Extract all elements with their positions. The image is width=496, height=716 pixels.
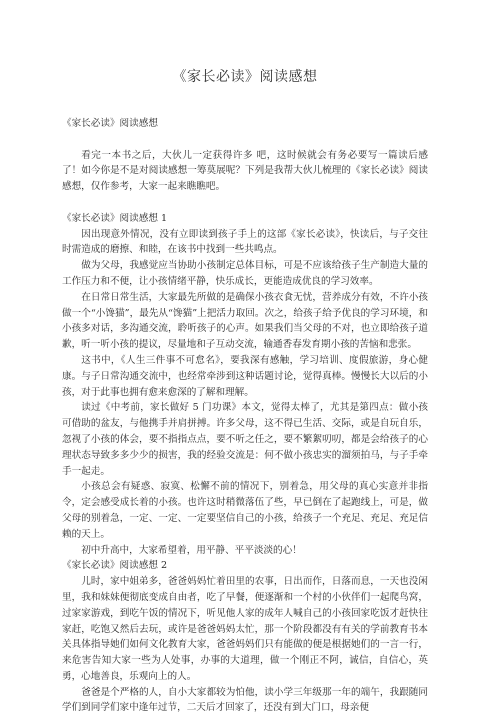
section-1-paragraph: 小孩总会有疑惑、寂寞、松懈不前的情况下，别着急，用父母的真心实意并非指令，定会感受成长着的小孩。也许这时稍微落伍了些，早已倒在了起跑线上，可是，做父母的别着急，一定、一定、一定要坚信自己的小孩，给孩子一个充足、充足、充足信赖的天上。 <box>62 481 428 540</box>
document-title: 《家长必读》阅读感想 <box>172 69 318 85</box>
section-2-heading: 《家长必读》阅读感想 2 <box>62 560 168 572</box>
section-2-paragraph: 儿时，家中姐弟多，爸爸妈妈忙着田里的农事，日出而作，日落而息，一天也没闲里，我和妹妹便彻底变成自由者，吃了早餐，便逐渐和一个村的小伙伴们一起爬鸟窝，过家家游戏，到吃午饭的情况下，听见他人家的成年人喊自己的小孩回家吃饭才赶快往家赶，吃饱又然后去玩，或许是爸爸妈妈太忙，那一个阶段都没有有关的学前教育书本关具体指导她们如何文化教育大家，爸爸妈妈们只有能做的便是根据她们的一言一行，来危害告知大家一些为人处事，办事的大道理，做一个刚正不阿，诚信，自信心，英勇，心地善良，乐观向上的人。 <box>62 576 428 682</box>
document-body <box>62 116 428 716</box>
section-1-paragraph: 因出现意外情况，没有立即读到孩子手上的这部《家长必读》，快读后，与子交往时需造成的磨擦、和睦，在该书中找到一些共鸣点。 <box>62 228 428 256</box>
section-1-heading: 《家长必读》阅读感想 1 <box>62 212 168 224</box>
section-1-paragraph: 做为父母，我感觉应当协助小孩制定总体目标，可是不应该给孩子生产制造大量的工作压力和不便，让小孩情绪平静，快乐成长，更能造成优良的学习效率。 <box>62 260 428 287</box>
section-1-paragraph: 在日常日常生活，大家最先所做的是确保小孩衣食无忧，营养成分有效，不许小孩做一个“小馋猫”，最先从“馋猫”上把活力取回。次之，给孩子给予优良的学习环境，和小孩多对话，多沟通交流，聆听孩子的心声。如果我们当父母的不对，也立即给孩子道歉，听一听小孩的提议，尽量地和子互动交流，输通香春发育期小孩的苦恼和悲张。 <box>62 291 428 351</box>
section-1-paragraph: 读过《中考前，家长做好 5 门功课》本文，觉得太棒了，尤其是第四点：做小孩可借助的盆友，与他携手并肩拼搏。许多父母，这不得已生活、交际，或是自玩自乐，忽视了小孩的体会，要不指指点点，要不听之任之，要不繁絮叨叨，都是会给孩子的心理状态导致多多少少的损害，我的经验交流是：何不做小孩忠实的溜须拍马，与子手牵手一起走。 <box>62 402 428 477</box>
article-heading: 《家长必读》阅读感想 <box>62 118 158 129</box>
section-2-paragraph: 爸爸是个严格的人，自小大家都较为怕他，读小学三年级那一年的端午，我跟随同学们到同学们家中逢年过节，二天后才回家了，还没有到大门口，母亲便 <box>62 686 428 714</box>
section-1-paragraph: 初中升高中，大家希望着，用平静、平平淡淡的心！ <box>81 544 302 556</box>
spacer <box>62 132 428 148</box>
intro-paragraph: 看完一本书之后，大伙儿一定获得许多 吧，这时候就会有务必要写一篇读后感了！如今你是不是对阅读感想一筹莫展呢？下列是我帮大伙儿梳理的《家长必读》阅读感想，仅作参考，大家一起来瞧瞧吧。 <box>62 149 428 193</box>
section-1-paragraph: 这书中，《人生三件事不可怠名》，要我深有感触，学习培训、度假旅游，身心健康。与子日常沟通交流中，也经常牵涉到这种话题讨论，觉得真棒。慢慢长大以后的小孩，对于此事也拥有愈来愈深的了解和理解。 <box>62 354 428 398</box>
spacer <box>62 195 428 211</box>
